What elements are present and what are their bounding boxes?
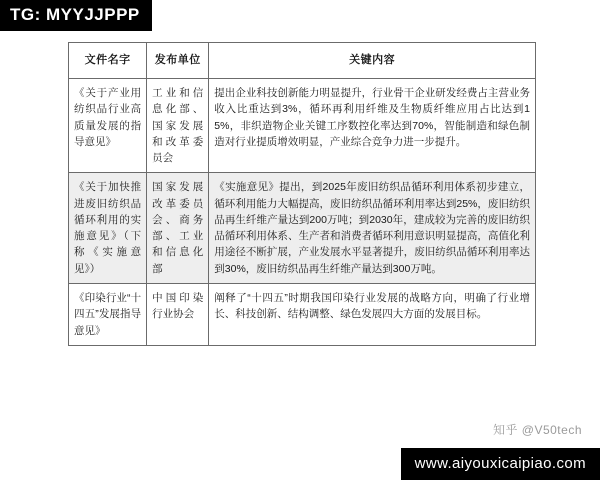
- cell-publisher: 工业和信息化部、国家发展和改革委员会: [147, 79, 209, 173]
- cell-key-content: 阐释了“十四五”时期我国印染行业发展的战略方向，明确了行业增长、科技创新、结构调整、绿色发展四大方面的发展目标。: [209, 283, 536, 345]
- column-header-publisher: 发布单位: [147, 43, 209, 79]
- cell-file-name: 《关于产业用纺织品行业高质量发展的指导意见》: [69, 79, 147, 173]
- cell-publisher: 国家发展改革委员会、商务部、工业和信息化部: [147, 173, 209, 284]
- policy-table: [68, 42, 536, 346]
- tg-tag-overlay: TG: MYYJJPPP: [0, 0, 152, 31]
- cell-key-content: 《实施意见》提出，到2025年废旧纺织品循环利用体系初步建立，循环利用能力大幅提高，废旧纺织品循环利用率达到25%，废旧纺织品再生纤维产量达到200万吨；到2030年，建成较为完善的废旧纺织品循环利用体系、生产者和消费者循环利用意识明显提高，高值化利用途径不断扩展，产业发展水平显著提升，废旧纺织品循环利用率达到30%，废旧纺织品再生纤维产量达到300万吨。: [209, 173, 536, 284]
- column-header-file-name: 文件名字: [69, 43, 147, 79]
- table-row: [69, 79, 536, 173]
- zhihu-watermark: 知乎 @V50tech: [492, 423, 582, 437]
- table-head: [69, 43, 536, 79]
- url-overlay-banner: www.aiyouxicaipiao.com: [401, 448, 600, 480]
- table-header-row: [69, 43, 536, 79]
- table-body: [69, 79, 536, 346]
- cell-publisher: 中国印染行业协会: [147, 283, 209, 345]
- cell-file-name: 《印染行业“十四五”发展指导意见》: [69, 283, 147, 345]
- table-row: [69, 283, 536, 345]
- cell-key-content: 提出企业科技创新能力明显提升，行业骨干企业研发经费占主营业务收入比重达到3%，循环再利用纤维及生物质纤维应用占比达到15%，非织造物企业关键工序数控化率达到70%，智能制造和绿色制造对行业提质增效明显，产业综合竞争力进一步提升。: [209, 79, 536, 173]
- column-header-key-content: 关键内容: [209, 43, 536, 79]
- cell-file-name: 《关于加快推进废旧纺织品循环利用的实施意见》（下称《实施意见》）: [69, 173, 147, 284]
- table-row: [69, 173, 536, 284]
